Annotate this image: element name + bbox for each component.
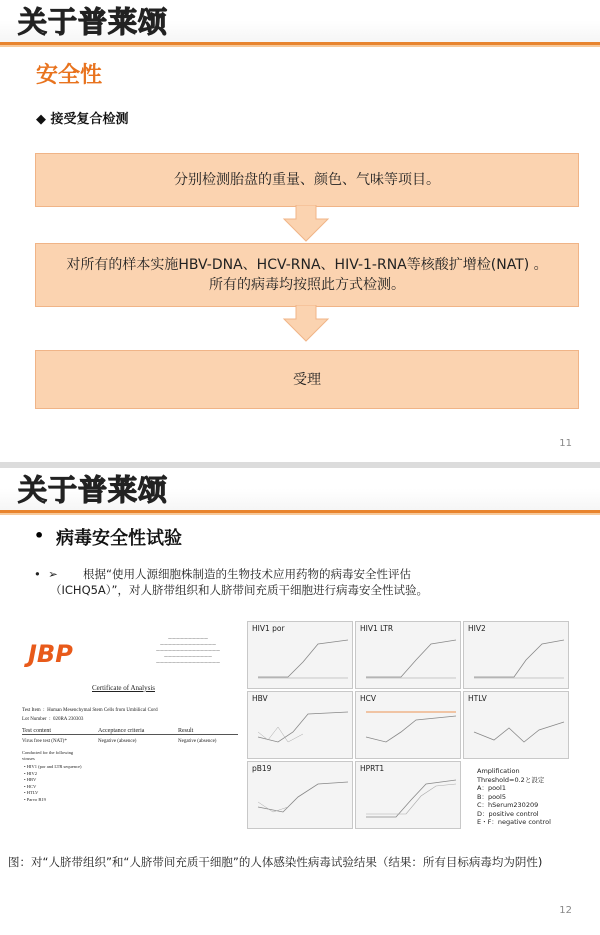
legend-line: D：positive control (477, 809, 539, 818)
panel-hcv (355, 691, 461, 759)
certificate-meta: Test Item : Human Mesenchymal Stem Cells from Umbilical Cord Lot Number : 020RA 230303 (22, 708, 158, 722)
down-arrow-icon (282, 205, 330, 243)
slide-12 (0, 468, 600, 935)
virus-item: HIV2 (26, 770, 37, 776)
section-title: 安全性 (36, 63, 103, 88)
virus-item: Parvo B19 (26, 796, 46, 802)
cell-criteria: Negative (absence) (98, 739, 137, 744)
page-number: 12 (559, 905, 572, 916)
down-arrow-icon (282, 305, 330, 343)
col-acceptance: Acceptance criteria (98, 728, 145, 734)
flow-box-2-line2: 所有的病毒均按照此方式检测。 (209, 277, 405, 293)
slide-header (0, 468, 600, 514)
slide-header (0, 0, 600, 46)
col-test-content: Test content (22, 728, 52, 734)
panel-label: HCV (360, 694, 377, 703)
panel-label: HIV2 (468, 624, 486, 633)
certificate-table-row (22, 739, 238, 744)
description-line-1 (34, 566, 574, 582)
virus-item: HBV (26, 777, 37, 782)
description (34, 566, 574, 598)
panel-hbv (247, 691, 353, 759)
panel-label: HPRT1 (360, 764, 385, 773)
panel-label: HBV (252, 694, 268, 703)
certificate-image (8, 618, 244, 828)
virus-item: HTLV (26, 790, 39, 795)
flow-box-2 (35, 243, 579, 307)
description-text-2: （ICHQ5A）”，对人脐带组织和人脐带间充质干细胞进行病毒安全性试验。 (50, 583, 429, 597)
header-title: 关于普莱颂 (18, 473, 169, 507)
description-text-1: 根据“使用人源细胞株制造的生物技术应用药物的病毒安全性评估 (83, 567, 412, 581)
flow-box-2-line1: 对所有的样本实施HBV-DNA、HCV-RNA、HIV-1-RNA等核酸扩增检(NAT) 。 (66, 257, 548, 273)
panel-pb19 (247, 761, 353, 829)
legend-line: Threshold=0.2と設定 (477, 775, 545, 784)
panel-label: HIV1 por (252, 624, 285, 633)
header-title: 关于普莱颂 (18, 5, 169, 39)
legend-line: E・F：negative control (477, 818, 551, 826)
bullet-dot-icon: • (34, 526, 45, 545)
cell-result: Negative (absence) (178, 739, 217, 744)
certificate-table-header (22, 728, 238, 735)
panel-label: HIV1 LTR (360, 624, 394, 633)
virus-note: Conducted for the following viruses (22, 750, 74, 761)
header-divider-light (0, 45, 600, 47)
header-divider-light (0, 513, 600, 515)
legend-line: Amplification (477, 767, 520, 775)
figure-caption: 图：对“人脐带组织”和“人脐带间充质干细胞”的人体感染性病毒试验结果（结果：所有目标病毒均为阴性) (8, 855, 543, 869)
page-number: 11 (559, 438, 572, 449)
panel-hprt1 (355, 761, 461, 829)
flow-box-3 (35, 350, 579, 409)
legend-line: C：hSerum230209 (477, 801, 539, 809)
certificate-title: Certificate of Analysis (92, 684, 155, 692)
bullet-arrow-icon: • ➢ (34, 567, 58, 581)
lot-value: 020RA 230303 (52, 717, 84, 722)
panel-htlv (463, 691, 569, 759)
flow-box-1-text: 分别检测胎盘的重量、颜色、气味等项目。 (174, 172, 440, 188)
virus-list: • HIV1 (por and LTR sequence) • HIV2 • HBV • HCV • HTLV • Parvo B19 (24, 764, 82, 802)
legend-line: A：pool1 (477, 784, 506, 792)
panel-label: pB19 (252, 764, 272, 773)
flow-box-3-text: 受理 (293, 371, 321, 388)
virus-item: HCV (26, 783, 37, 789)
panel-hiv2 (463, 621, 569, 689)
virus-item: HIV1 (por and LTR sequence) (26, 764, 82, 769)
cell-test: Virus free test (NAT)* (22, 739, 67, 744)
test-item-label: Test Item (22, 708, 41, 713)
test-item-value: Human Mesenchymal Stem Cells from Umbilical Cord (47, 708, 158, 713)
company-address-block: —————————— —————————————— ———————————————— ———————————— ———————————————— (156, 636, 220, 665)
lot-label: Lot Number (22, 717, 47, 722)
col-result: Result (178, 728, 194, 734)
panel-hiv1-ltr (355, 621, 461, 689)
jbp-logo: JBP (28, 640, 73, 668)
amplification-legend (477, 767, 551, 827)
section-title: 病毒安全性试验 (56, 528, 182, 549)
amplification-panels (247, 621, 571, 829)
slide-11 (0, 0, 600, 462)
legend-line: B：pool5 (477, 792, 506, 801)
panel-label: HTLV (468, 694, 487, 703)
bullet-heading: ◆ 接受复合检测 (36, 112, 129, 127)
panel-hiv1-por (247, 621, 353, 689)
flow-box-1 (35, 153, 579, 207)
